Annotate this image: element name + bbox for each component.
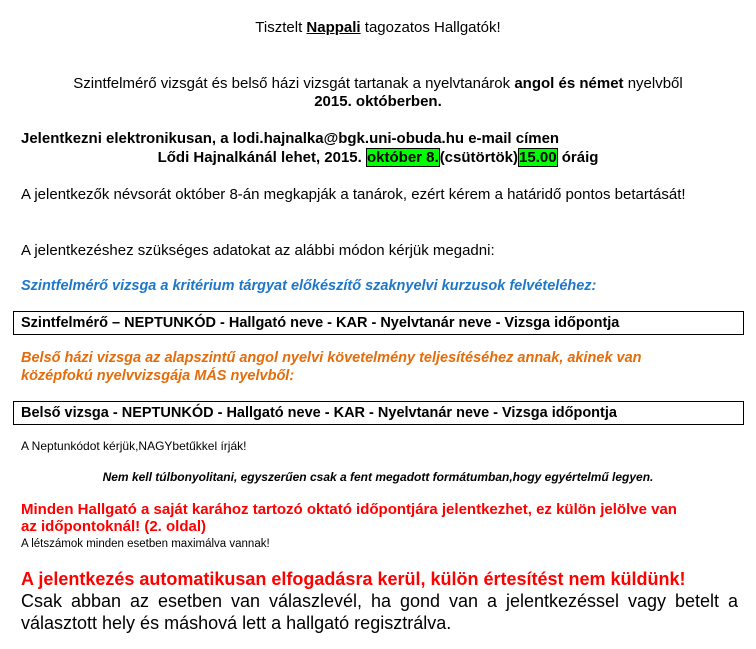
- greeting-emphasis: Nappali: [306, 19, 361, 36]
- announcement-line: [0, 75, 756, 92]
- announcement-languages: angol és német: [514, 75, 624, 92]
- auto-accept-notice: A jelentkezés automatikusan elfogadásra kerül, külön értesítést nem küldünk!: [21, 569, 686, 589]
- teacher-note-line1: Minden Hallgató a saját karához tartozó oktató időpontjára jelentkezhet, ez külön jelölve van: [21, 501, 677, 518]
- format-intro: A jelentkezéshez szükséges adatokat az alábbi módon kérjük megadni:: [21, 242, 495, 259]
- deadline-date-highlight: október 8.: [367, 149, 439, 166]
- caps-note: A Neptunkódot kérjük,NAGYbetűkkel írják!: [21, 439, 247, 453]
- announcement-date: 2015. októberben.: [314, 93, 442, 110]
- internal-heading-line2: középfokú nyelvvizsgája MÁS nyelvből:: [21, 368, 295, 384]
- registration-prefix: Lődi Hajnalkánál lehet, 2015.: [157, 149, 366, 166]
- registration-line2: [0, 149, 756, 166]
- greeting-prefix: Tisztelt: [255, 19, 307, 36]
- announcement-part2: nyelvből: [623, 75, 683, 92]
- placement-format-box: Szintfelmérő – NEPTUNKÓD - Hallgató neve - KAR - Nyelvtanár neve - Vizsga időpontja: [13, 311, 744, 335]
- internal-heading-line1: Belső házi vizsga az alapszintű angol nyelvi követelmény teljesítéséhez annak, akinek van: [21, 350, 642, 366]
- greeting-line: [0, 19, 756, 36]
- teacher-note-line2: az időpontoknál! (2. oldal): [21, 518, 206, 535]
- list-notice: A jelentkezők névsorát október 8-án megkapják a tanárok, ezért kérem a határidő pontos betartását!: [21, 186, 686, 203]
- placement-heading: Szintfelmérő vizsga a kritérium tárgyat előkészítő szaknyelvi kurzusok felvételéhez:: [21, 278, 597, 294]
- registration-weekday: (csütörtök): [439, 149, 519, 166]
- internal-format-box: Belső vizsga - NEPTUNKÓD - Hallgató neve - KAR - Nyelvtanár neve - Vizsga időpontja: [13, 401, 744, 425]
- capacity-note: A létszámok minden esetben maximálva vannak!: [21, 538, 270, 550]
- greeting-suffix: tagozatos Hallgatók!: [360, 19, 501, 36]
- deadline-time-highlight: 15.00: [519, 149, 557, 166]
- announcement-part1: Szintfelmérő vizsgát és belső házi vizsgát tartanak a nyelvtanárok: [73, 75, 515, 92]
- registration-line1: Jelentkezni elektronikusan, a lodi.hajnalka@bgk.uni-obuda.hu e-mail címen: [21, 130, 560, 147]
- simple-format-note: Nem kell túlbonyolitani, egyszerűen csak a fent megadott formátumban,hogy egyértelmű legyen.: [102, 470, 654, 484]
- registration-suffix: óráig: [557, 149, 599, 166]
- reply-note: Csak abban az esetben van válaszlevél, ha gond van a jelentkezéssel vagy betelt a választott hely és máshová lett a hallgató regisztrálva.: [21, 591, 738, 633]
